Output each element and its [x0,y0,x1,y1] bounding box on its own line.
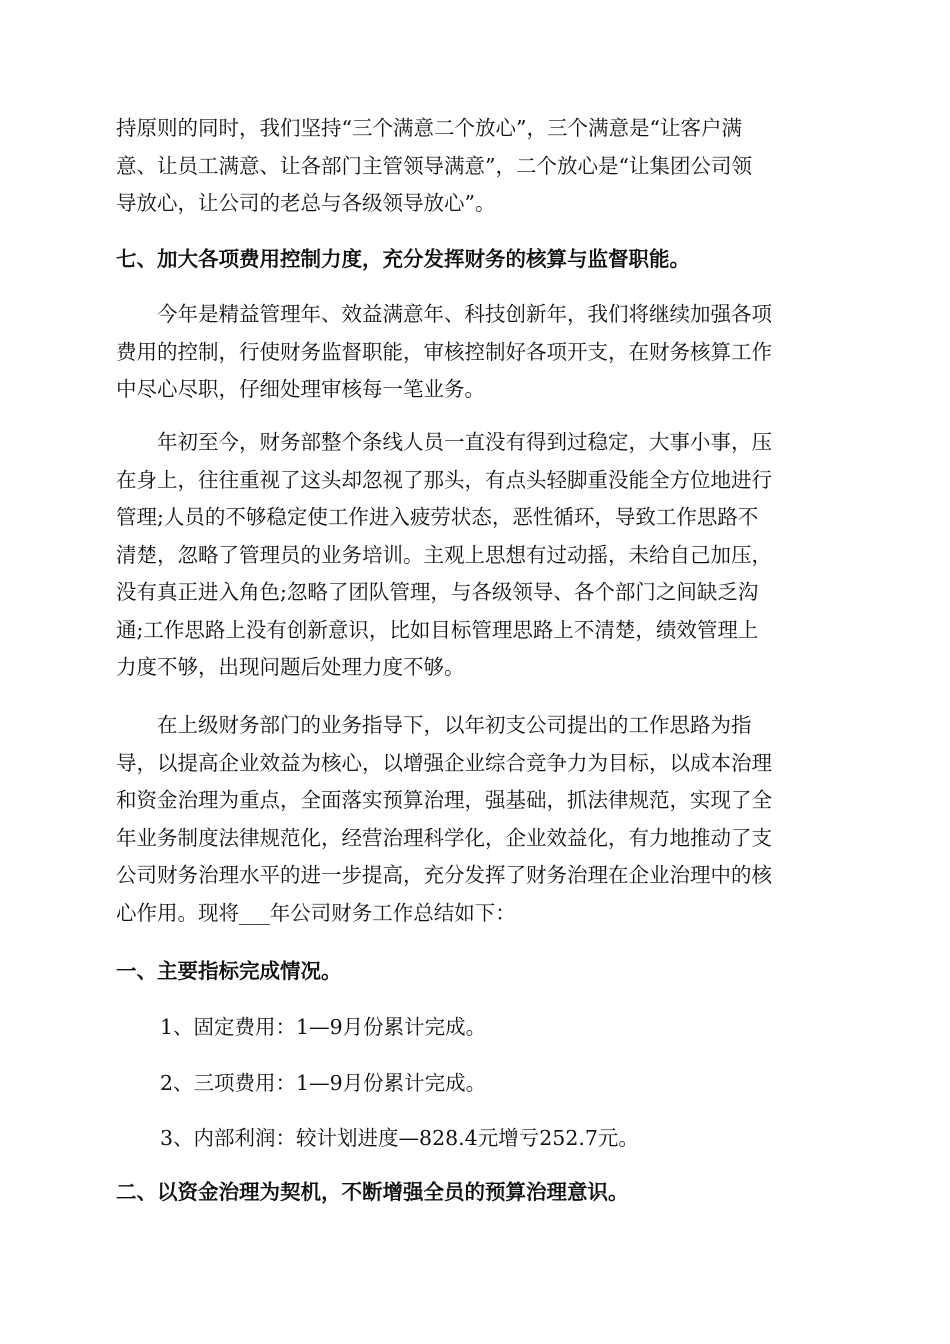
intro-paragraph [116,110,836,223]
paragraph-line: 清楚，忽略了管理员的业务培训。主观上思想有过动摇，未给自己加压， [116,542,772,567]
paragraph-line: 通;工作思路上没有创新意识，比如目标管理思路上不清楚，绩效管理上 [116,617,759,642]
paragraph-line: 和资金治理为重点，全面落实预算治理，强基础，抓法律规范，实现了全 [116,788,772,812]
paragraph-line: 费用的控制，行使财务监督职能，审核控制好各项开支，在财务核算工作 [116,339,772,364]
paragraph-line: 年初至今，财务部整个条线人员一直没有得到过稳定，大事小事，压 [157,430,772,454]
paragraph-cost-control [116,296,836,409]
paragraph-line: 持原则的同时，我们坚持“三个满意二个放心”，三个满意是“让客户满 [116,116,742,140]
section-heading-2: 二、以资金治理为契机，不断增强全员的预算治理意识。 [116,1180,629,1204]
list-item: 3、内部利润：较计划进度—828.4元增亏252.7元。 [160,1126,639,1150]
paragraph-line: 导放心，让公司的老总与各级领导放心”。 [116,191,496,215]
section-heading-7: 七、加大各项费用控制力度，充分发挥财务的核算与监督职能。 [116,247,690,271]
list-item: 2、三项费用：1—9月份累计完成。 [160,1071,487,1095]
paragraph-line: 中尽心尽职，仔细处理审核每一笔业务。 [116,377,485,401]
section-heading-1: 一、主要指标完成情况。 [116,959,342,983]
paragraph-line: 力度不够，出现问题后处理力度不够。 [116,655,465,679]
list-item: 1、固定费用：1—9月份累计完成。 [160,1015,487,1039]
paragraph-line: 年业务制度法律规范化，经营治理科学化，企业效益化，有力地推动了支 [116,825,772,850]
paragraph-line: 在身上，往往重视了这头却忽视了那头，有点头轻脚重没能全方位地进行 [116,467,772,492]
paragraph-line: 意、让员工满意、让各部门主管领导满意”，二个放心是“让集团公司领 [116,153,752,178]
paragraph-line: 管理;人员的不够稳定使工作进入疲劳状态，恶性循环，导致工作思路不 [116,505,759,529]
paragraph-line: 今年是精益管理年、效益满意年、科技创新年，我们将继续加强各项 [157,302,772,326]
paragraph-line: 没有真正进入角色;忽略了团队管理，与各级领导、各个部门之间缺乏沟 [116,580,759,604]
paragraph-line: 公司财务治理水平的进一步提高，充分发挥了财务治理在企业治理中的核 [116,863,772,887]
paragraph-line: 在上级财务部门的业务指导下，以年初支公司提出的工作思路为指 [157,713,752,737]
paragraph-line: 心作用。现将___年公司财务工作总结如下： [116,900,516,925]
paragraph-line: 导，以提高企业效益为核心，以增强企业综合竞争力为目标，以成本治理 [116,750,772,775]
paragraph-summary [116,707,836,932]
paragraph-staffing [116,424,836,687]
